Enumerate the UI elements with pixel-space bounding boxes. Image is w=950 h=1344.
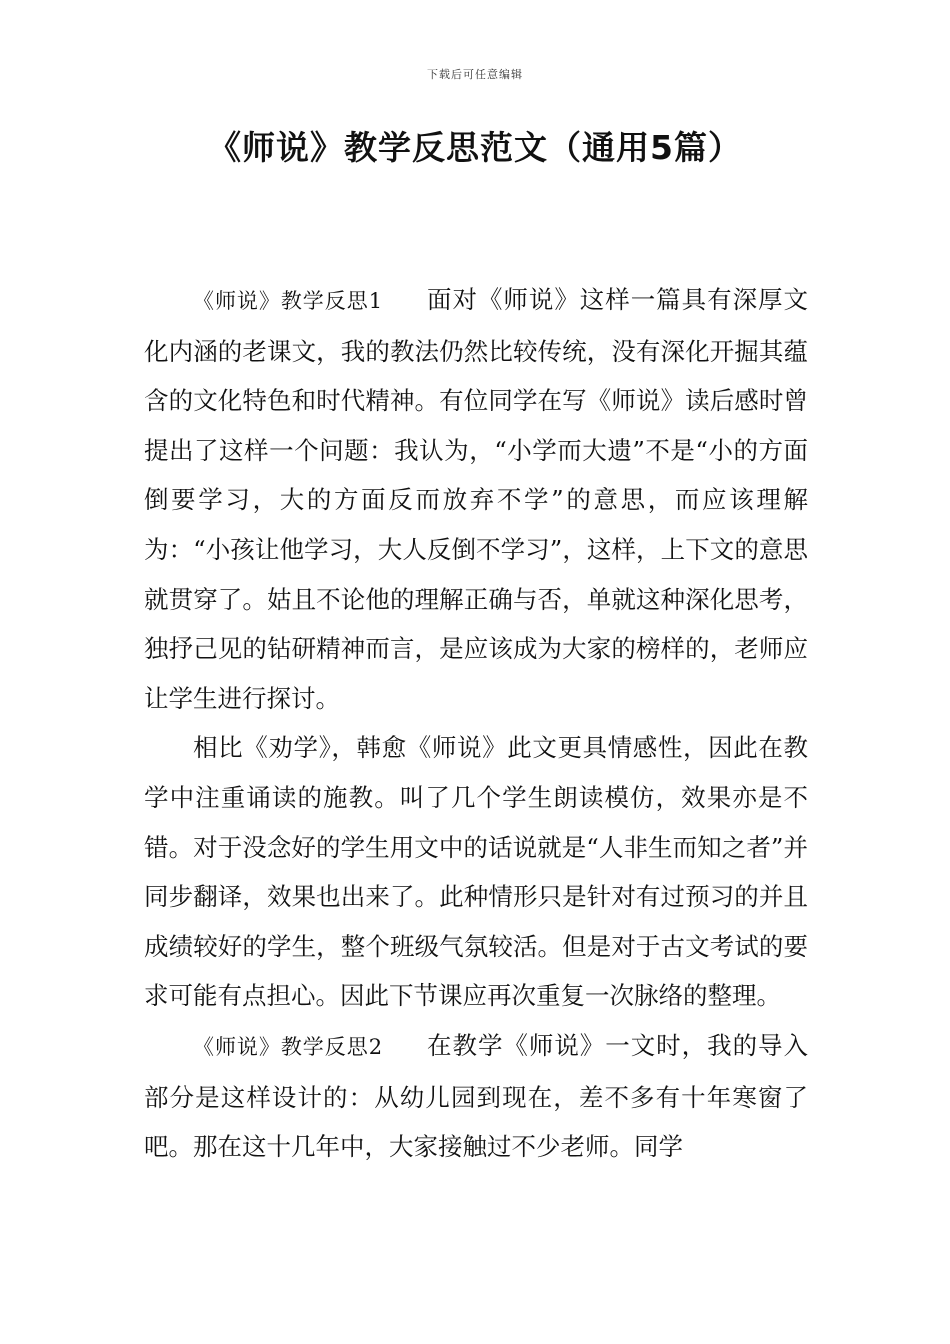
paragraph-3-text: 在教学《师说》一文时，我的导入部分是这样设计的：从幼儿园到现在，差不多有十年寒窗了吧。那在这十几年中，大家接触过不少老师。同学 [144, 1030, 808, 1162]
section-heading-2: 《师说》教学反思2 [193, 1034, 383, 1059]
section-heading-1: 《师说》教学反思1 [193, 289, 383, 313]
paragraph-1-text: 面对《师说》这样一篇具有深厚文化内涵的老课文，我的教法仍然比较传统，没有深化开掘其蕴含的文化特色和时代精神。有位同学在写《师说》读后感时曾提出了这样一个问题：我认为，“小学而大遗”不是“小的方面倒要学习，大的方面反而放弃不学”的意思，而应该理解为：“小孩让他学习，大人反倒不学习”，这样，上下文的意思就贯穿了。姑且不论他的理解正确与否，单就这种深化思考，独抒己见的钻研精神而言，是应该成为大家的榜样的，老师应让学生进行探讨。 [144, 285, 808, 713]
paragraph-3 [144, 1021, 808, 1172]
paragraph-2-text: 相比《劝学》，韩愈《师说》此文更具情感性，因此在教学中注重诵读的施教。叫了几个学生朗读模仿，效果亦是不错。对于没念好的学生用文中的话说就是“人非生而知之者”并同步翻译，效果也出来了。此种情形只是针对有过预习的并且成绩较好的学生，整个班级气氛较活。但是对于古文考试的要求可能有点担心。因此下节课应再次重复一次脉络的整理。 [144, 733, 808, 1011]
document-body [144, 275, 808, 1172]
document-title: 《师说》教学反思范文（通用5篇） [208, 128, 742, 167]
paragraph-1 [144, 275, 808, 723]
header-note: 下载后可任意编辑 [427, 68, 523, 81]
paragraph-2 [144, 723, 808, 1021]
